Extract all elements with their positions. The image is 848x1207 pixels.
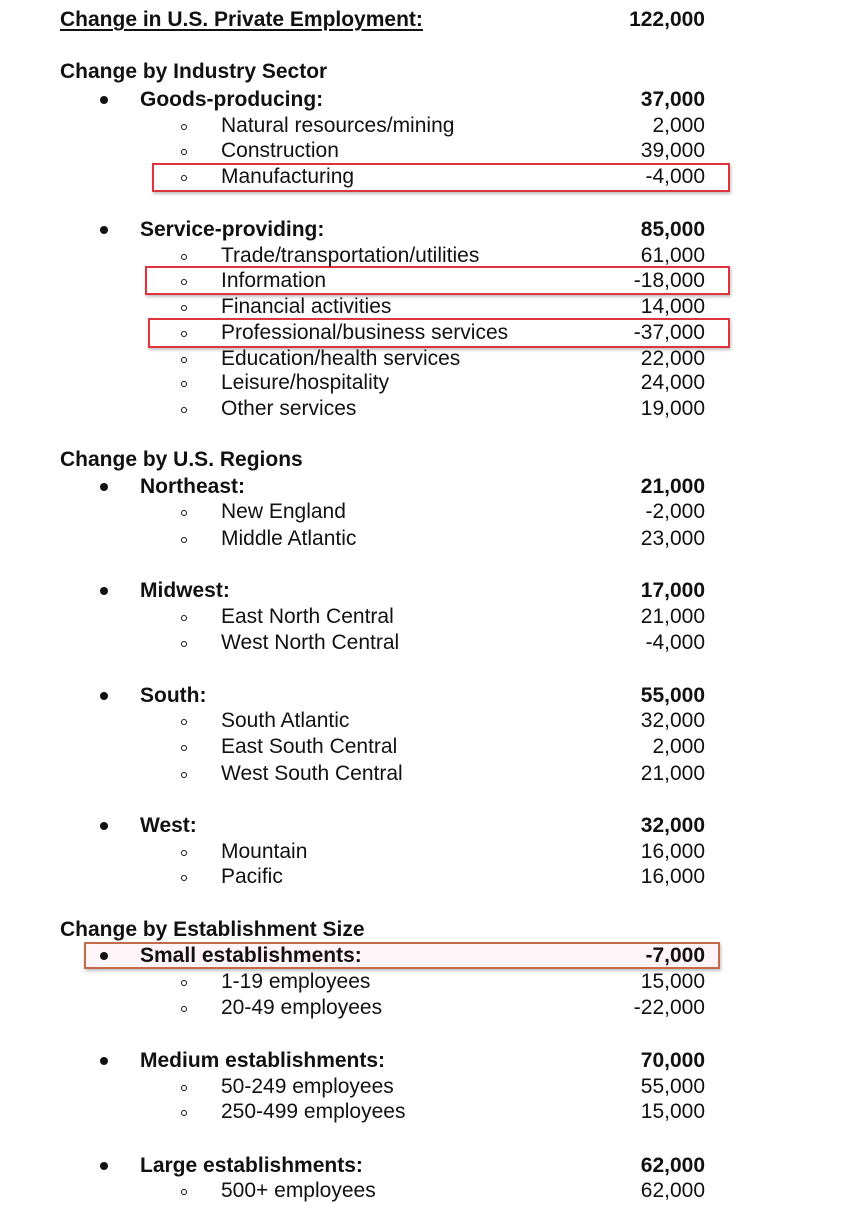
item-label: New England	[221, 500, 346, 523]
circle-bullet-icon	[181, 149, 187, 155]
item-label: West South Central	[221, 762, 403, 785]
industry-heading-row	[0, 59, 848, 85]
item-value: 61,000	[640, 244, 705, 267]
circle-bullet-icon	[181, 279, 187, 285]
item-label: 50-249 employees	[221, 1075, 394, 1098]
item-row	[0, 320, 848, 346]
item-value: -22,000	[633, 996, 705, 1019]
item-value: 32,000	[640, 709, 705, 732]
item-label: Trade/transportation/utilities	[221, 244, 480, 267]
item-value: 16,000	[640, 840, 705, 863]
item-value: 2,000	[652, 735, 705, 758]
group-row-medium	[0, 1048, 848, 1074]
item-row	[0, 138, 848, 164]
bullet-icon	[100, 226, 108, 234]
section-heading: Change by Industry Sector	[60, 60, 328, 83]
group-value: 32,000	[640, 814, 705, 837]
item-row	[0, 268, 848, 294]
regions-heading-row	[0, 447, 848, 473]
item-value: 62,000	[640, 1179, 705, 1202]
circle-bullet-icon	[181, 124, 187, 130]
circle-bullet-icon	[181, 641, 187, 647]
item-value: -4,000	[645, 165, 705, 188]
item-label: 500+ employees	[221, 1179, 376, 1202]
item-value: 24,000	[640, 371, 705, 394]
group-row-large	[0, 1153, 848, 1179]
circle-bullet-icon	[181, 1006, 187, 1012]
group-value: 55,000	[640, 684, 705, 707]
item-value: 39,000	[640, 139, 705, 162]
group-label: Small establishments:	[140, 944, 362, 967]
title-label: Change in U.S. Private Employment:	[60, 8, 423, 31]
group-row-northeast	[0, 474, 848, 500]
item-row	[0, 604, 848, 630]
group-row-services	[0, 217, 848, 243]
item-row	[0, 499, 848, 525]
group-label: Service-providing:	[140, 218, 325, 241]
group-value: -7,000	[645, 944, 705, 967]
group-row-south	[0, 683, 848, 709]
circle-bullet-icon	[181, 719, 187, 725]
item-value: 16,000	[640, 865, 705, 888]
group-row-midwest	[0, 578, 848, 604]
group-label: Northeast:	[140, 475, 246, 498]
circle-bullet-icon	[181, 615, 187, 621]
item-row	[0, 526, 848, 552]
item-row	[0, 969, 848, 995]
circle-bullet-icon	[181, 381, 187, 387]
item-label: West North Central	[221, 631, 400, 654]
bullet-icon	[100, 483, 108, 491]
circle-bullet-icon	[181, 1110, 187, 1116]
item-label: Pacific	[221, 865, 283, 888]
item-label: East South Central	[221, 735, 398, 758]
group-label: West:	[140, 814, 197, 837]
circle-bullet-icon	[181, 175, 187, 181]
group-label: Goods-producing:	[140, 88, 324, 111]
item-row	[0, 864, 848, 890]
item-value: 21,000	[640, 762, 705, 785]
bullet-icon	[100, 822, 108, 830]
item-row	[0, 995, 848, 1021]
item-value: 2,000	[652, 114, 705, 137]
item-label: Professional/business services	[221, 321, 509, 344]
item-value: 55,000	[640, 1075, 705, 1098]
item-label: Information	[221, 269, 327, 292]
item-label: 250-499 employees	[221, 1100, 406, 1123]
item-label: Education/health services	[221, 347, 461, 370]
size-heading-row	[0, 917, 848, 943]
item-row	[0, 708, 848, 734]
item-row	[0, 164, 848, 190]
item-label: Construction	[221, 139, 339, 162]
item-value: -37,000	[633, 321, 705, 344]
item-label: Mountain	[221, 840, 308, 863]
item-label: Manufacturing	[221, 165, 355, 188]
circle-bullet-icon	[181, 510, 187, 516]
item-label: Other services	[221, 397, 357, 420]
group-label: South:	[140, 684, 207, 707]
item-label: Natural resources/mining	[221, 114, 455, 137]
item-value: -18,000	[633, 269, 705, 292]
bullet-icon	[100, 692, 108, 700]
item-value: 22,000	[640, 347, 705, 370]
item-label: Leisure/hospitality	[221, 371, 390, 394]
group-value: 21,000	[640, 475, 705, 498]
group-label: Midwest:	[140, 579, 230, 602]
item-label: South Atlantic	[221, 709, 350, 732]
item-row	[0, 1074, 848, 1100]
group-row-small	[0, 943, 848, 969]
group-value: 37,000	[640, 88, 705, 111]
bullet-icon	[100, 1057, 108, 1065]
item-row	[0, 346, 848, 372]
circle-bullet-icon	[181, 331, 187, 337]
item-row	[0, 630, 848, 656]
item-value: 19,000	[640, 397, 705, 420]
title-row	[0, 7, 848, 33]
item-label: Financial activities	[221, 295, 392, 318]
item-row	[0, 1099, 848, 1125]
circle-bullet-icon	[181, 357, 187, 363]
item-row	[0, 294, 848, 320]
group-value: 17,000	[640, 579, 705, 602]
group-label: Medium establishments:	[140, 1049, 386, 1072]
item-row	[0, 113, 848, 139]
item-value: 23,000	[640, 527, 705, 550]
circle-bullet-icon	[181, 407, 187, 413]
circle-bullet-icon	[181, 1189, 187, 1195]
circle-bullet-icon	[181, 254, 187, 260]
circle-bullet-icon	[181, 305, 187, 311]
item-value: -2,000	[645, 500, 705, 523]
item-value: -4,000	[645, 631, 705, 654]
bullet-icon	[100, 952, 108, 960]
circle-bullet-icon	[181, 772, 187, 778]
bullet-icon	[100, 96, 108, 104]
item-value: 15,000	[640, 1100, 705, 1123]
circle-bullet-icon	[181, 1085, 187, 1091]
item-label: East North Central	[221, 605, 394, 628]
circle-bullet-icon	[181, 537, 187, 543]
group-row-goods	[0, 87, 848, 113]
circle-bullet-icon	[181, 745, 187, 751]
group-label: Large establishments:	[140, 1154, 363, 1177]
item-row	[0, 839, 848, 865]
item-value: 14,000	[640, 295, 705, 318]
item-label: 1-19 employees	[221, 970, 371, 993]
item-row	[0, 734, 848, 760]
section-heading: Change by Establishment Size	[60, 918, 365, 941]
group-value: 85,000	[640, 218, 705, 241]
item-row	[0, 396, 848, 422]
circle-bullet-icon	[181, 980, 187, 986]
section-heading: Change by U.S. Regions	[60, 448, 303, 471]
item-value: 15,000	[640, 970, 705, 993]
item-row	[0, 761, 848, 787]
circle-bullet-icon	[181, 850, 187, 856]
group-value: 70,000	[640, 1049, 705, 1072]
item-row	[0, 243, 848, 269]
bullet-icon	[100, 1162, 108, 1170]
item-value: 21,000	[640, 605, 705, 628]
item-row	[0, 370, 848, 396]
item-label: Middle Atlantic	[221, 527, 357, 550]
item-row	[0, 1178, 848, 1204]
circle-bullet-icon	[181, 875, 187, 881]
title-value: 122,000	[629, 8, 705, 31]
group-value: 62,000	[640, 1154, 705, 1177]
item-label: 20-49 employees	[221, 996, 383, 1019]
group-row-west	[0, 813, 848, 839]
bullet-icon	[100, 587, 108, 595]
